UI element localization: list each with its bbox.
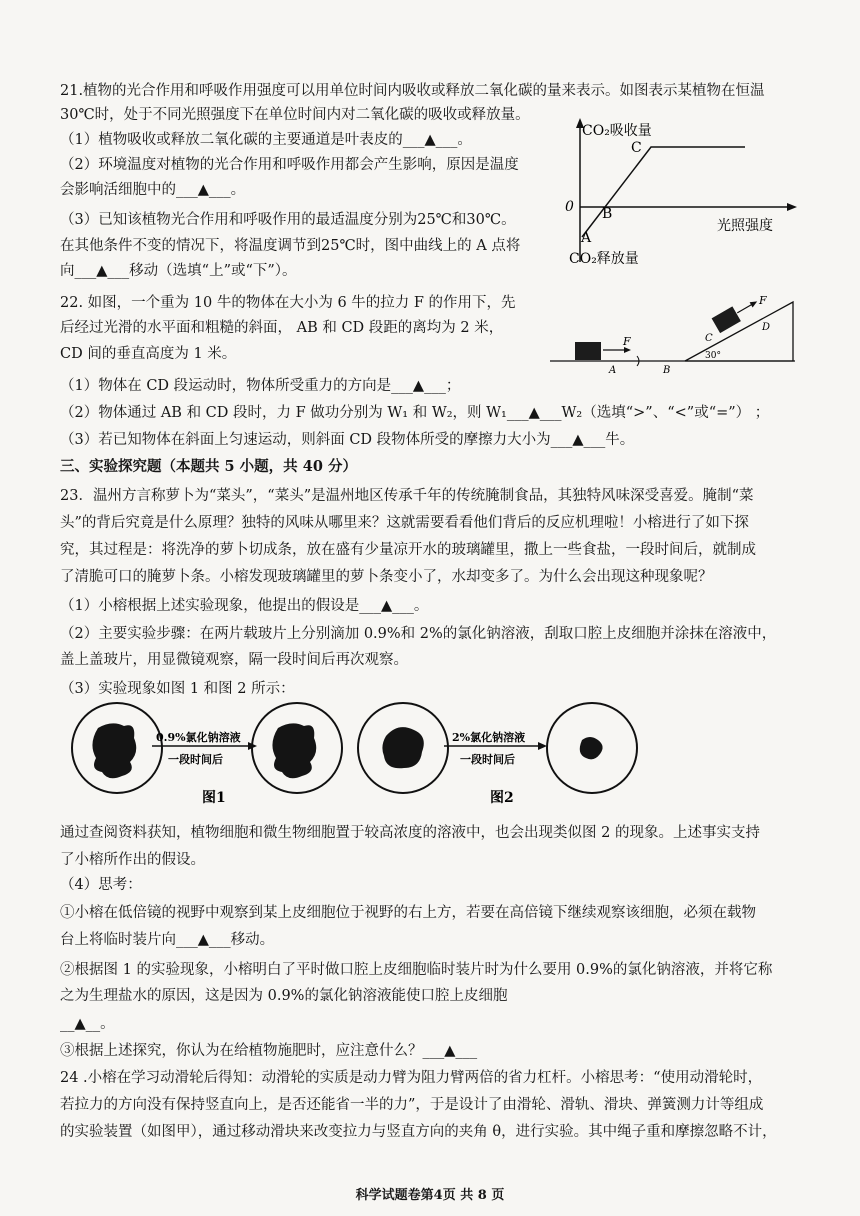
block-horizontal <box>575 342 601 360</box>
angle-label: 30° <box>705 351 721 361</box>
fig2-arrow-top: 2%氯化钠溶液 <box>452 731 526 744</box>
q23-line-10: 了小榕所作出的假设。 <box>60 852 205 868</box>
q21-line-4: （2）环境温度对植物的光合作用和呼吸作用都会产生影响，原因是温度 <box>60 157 519 173</box>
point-b-label: B <box>663 365 671 376</box>
cell-shape <box>382 727 423 768</box>
cell-shape <box>272 723 316 778</box>
force-label-2: F <box>759 294 767 307</box>
q24-line-2: 若拉力的方向没有保持竖直向上，是否还能省一半的力”，于是设计了由滑轮、滑轨、滑块、弹簧测力计等组成 <box>60 1097 764 1113</box>
q23-line-14: ②根据图 1 的实验现象，小榕明白了平时做口腔上皮细胞临时装片时为什么要用 0.9%的氯化钠溶液，并将它称 <box>60 962 773 978</box>
origin-label: 0 <box>565 199 574 215</box>
q21-line-7: 在其他条件不变的情况下，将温度调节到25℃时，图中曲线上的 A 点将 <box>60 238 521 254</box>
y-axis-bottom-label: CO₂释放量 <box>569 251 639 267</box>
fig1-arrow-top: 0.9%氯化钠溶液 <box>156 731 241 744</box>
x-axis-label: 光照强度 <box>717 218 773 234</box>
force-label-1: F <box>623 335 631 348</box>
point-b-label: B <box>602 206 613 222</box>
q21-line-2: 30℃时，处于不同光照强度下在单位时间内对二氧化碳的吸收或释放量。 <box>60 107 530 123</box>
q22-line-5: （2）物体通过 AB 和 CD 段时，力 F 做功分别为 W₁ 和 W₂，则 W₁___▲___W₂（选填“>”、“<”或“=”） ； <box>60 405 770 421</box>
q22-line-2: 后经过光滑的水平面和粗糙的斜面， AB 和 CD 段距的离均为 2 米， <box>60 320 504 336</box>
page-footer: 科学试题卷第4页 共 8 页 <box>355 1188 505 1203</box>
q24-line-1: 24 .小榕在学习动滑轮后得知：动滑轮的实质是动力臂为阻力臂两倍的省力杠杆。小榕思考：“使用动滑轮时， <box>60 1070 763 1086</box>
q21-line-3: （1）植物吸收或释放二氧化碳的主要通道是叶表皮的___▲___。 <box>60 132 472 148</box>
q23-line-9: 通过查阅资料获知，植物细胞和微生物细胞置于较高浓度的溶液中，也会出现类似图 2 的现象。上述事实支持 <box>60 825 760 841</box>
point-d-label: D <box>762 322 771 333</box>
point-c-label: C <box>705 333 713 344</box>
q23-line-3: 究，其过程是：将洗净的萝卜切成条，放在盛有少量凉开水的玻璃罐里，撒上一些食盐，一段时间后，就制成 <box>60 542 756 558</box>
section-3-heading: 三、实验探究题（本题共 5 小题，共 40 分） <box>60 458 357 475</box>
q23-line-15: 之为生理盐水的原因，这是因为 0.9%的氯化钠溶液能使口腔上皮细胞 <box>60 988 508 1004</box>
cell-figures <box>60 700 820 820</box>
point-c-label: C <box>631 140 642 156</box>
block-incline <box>712 306 741 333</box>
q21-line-8: 向___▲___移动（选填“上”或“下”）。 <box>60 263 297 279</box>
q21-line-6: （3）已知该植物光合作用和呼吸作用的最适温度分别为25℃和30℃。 <box>60 212 516 228</box>
q23-line-16: __▲__。 <box>60 1016 115 1032</box>
q23-line-12: ①小榕在低倍镜的视野中观察到某上皮细胞位于视野的右上方，若要在高倍镜下继续观察该细胞，必须在载物 <box>60 905 756 921</box>
fig2-label: 图2 <box>490 790 514 806</box>
fig1-arrow-bottom: 一段时间后 <box>168 753 223 766</box>
q23-line-6: （2）主要实验步骤：在两片载玻片上分别滴加 0.9%和 2%的氯化钠溶液，刮取口腔上皮细胞并涂抹在溶液中， <box>60 626 777 642</box>
q23-line-4: 了清脆可口的腌萝卜条。小榕发现玻璃罐里的萝卜条变小了，水却变多了。为什么会出现这种现象呢？ <box>60 569 713 585</box>
fig1-label: 图1 <box>202 790 226 806</box>
q23-line-5: （1）小榕根据上述实验现象，他提出的假设是___▲___。 <box>60 598 429 614</box>
q22-line-6: （3）若已知物体在斜面上匀速运动，则斜面 CD 段物体所受的摩擦力大小为___▲___牛。 <box>60 432 635 448</box>
cell-shape <box>580 737 603 759</box>
q23-line-8: （3）实验现象如图 1 和图 2 所示： <box>60 681 295 697</box>
fig2-arrow-bottom: 一段时间后 <box>460 753 515 766</box>
q21-line-1: 21.植物的光合作用和呼吸作用强度可以用单位时间内吸收或释放二氧化碳的量来表示。如图表示某植物在恒温 <box>60 83 765 99</box>
q22-line-4: （1）物体在 CD 段运动时，物体所受重力的方向是___▲___； <box>60 378 461 394</box>
q23-line-2: 头”的背后究竟是什么原理？独特的风味从哪里来？这就需要看看他们背后的反应机理啦！小榕进行了如下探 <box>60 515 749 531</box>
q23-line-11: （4）思考： <box>60 877 142 893</box>
q23-line-17: ③根据上述探究，你认为在给植物施肥时，应注意什么？___▲___ <box>60 1043 478 1059</box>
point-a-label: A <box>581 230 592 246</box>
point-a-label: A <box>609 365 617 376</box>
co2-light-graph <box>555 112 815 272</box>
q24-line-3: 的实验装置（如图甲），通过移动滑块来改变拉力与竖直方向的夹角 θ，进行实验。其中绳子重和摩擦忽略不计， <box>60 1124 777 1140</box>
cell-shape <box>92 723 136 778</box>
q23-line-7: 盖上盖玻片，用显微镜观察，隔一段时间后再次观察。 <box>60 652 408 668</box>
q23-line-1: 23．温州方言称萝卜为“菜头”，“菜头”是温州地区传承千年的传统腌制食品，其独特风味深受喜爱。腌制“菜 <box>60 488 754 504</box>
q23-line-13: 台上将临时装片向___▲___移动。 <box>60 932 275 948</box>
y-axis-top-label: CO₂吸收量 <box>582 123 652 139</box>
q21-line-5: 会影响活细胞中的___▲___。 <box>60 182 246 198</box>
q22-line-3: CD 间的垂直高度为 1 米。 <box>60 346 237 362</box>
q22-line-1: 22. 如图，一个重为 10 牛的物体在大小为 6 牛的拉力 F 的作用下，先 <box>60 295 516 311</box>
incline-figure <box>545 290 815 380</box>
